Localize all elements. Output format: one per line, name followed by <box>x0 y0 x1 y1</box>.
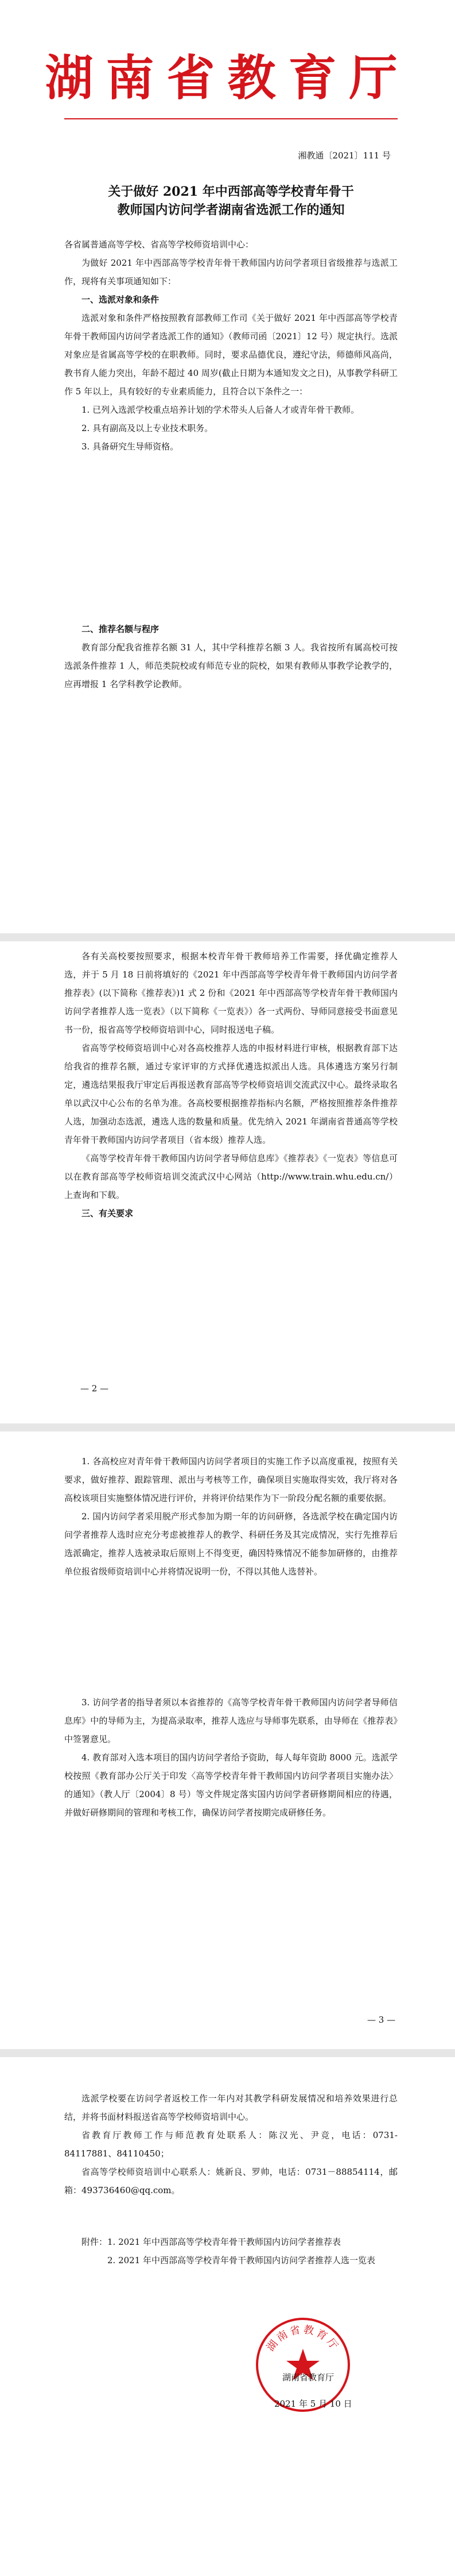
body-block-1 <box>64 235 398 456</box>
page-1 <box>0 0 455 941</box>
requirement-3: 3. 访问学者的指导者须以本省推荐的《高等学校青年骨干教师国内访问学者导师信息库》中的导师为主，为提高录取率，推荐人选应与导师事先联系，由导师在《推荐表》中签署意见。 <box>64 1697 398 1744</box>
attachments <box>64 2233 398 2269</box>
page-2 <box>0 941 455 1693</box>
condition-item-1: 1. 已列入选派学校重点培养计划的学术带头人后备人才或青年骨干教师。 <box>81 405 360 415</box>
title-line-1: 关于做好 2021 年中西部高等学校青年骨干 <box>108 184 354 199</box>
section-3-heading: 三、有关要求 <box>81 1208 134 1219</box>
salutation: 各省属普通高等学校、省高等学校师资培训中心： <box>64 239 254 250</box>
section-2-paragraph-3: 省高等学校师资培训中心对各高校推荐人选的申报材料进行审核，根据教育部下达给我省的推荐名额，通过专家评审的方式择优遴选拟派出人选。具体遴选方案另行制定，遴选结果报我厅审定后再报送教育部高等学校师资培训交流武汉中心。最终录取名单以武汉中心公布的名单为准。各高校要根据推荐指标内名额，严格按照推荐条件推荐人选，加强动态选派，遴选人选的数量和质量。优先纳入 2021 年湖南省普通高等学校青年骨干教师国内访问学者项目（省本级）推荐人选。 <box>64 1043 398 1145</box>
page-number-3: — 3 — <box>367 2015 396 2025</box>
page-3 <box>0 1693 455 2576</box>
attachment-item-1: 1. 2021 年中西部高等学校青年骨干教师国内访问学者推荐表 <box>107 2237 341 2247</box>
issuer-header: 湖南省教育厅 <box>45 49 410 106</box>
attachments-label: 附件： <box>81 2237 108 2247</box>
attachment-item-2: 2. 2021 年中西部高等学校青年骨干教师国内访问学者推荐人选一览表 <box>107 2255 376 2265</box>
signing-organization: 湖南省教育厅 <box>282 2372 335 2383</box>
title-line-2: 教师国内访问学者湖南省选派工作的通知 <box>117 203 345 218</box>
body-block-6 <box>64 2089 398 2199</box>
body-block-4 <box>64 1452 398 1581</box>
condition-item-3: 3. 具备研究生导师资格。 <box>81 441 179 452</box>
body-block-5 <box>64 1693 398 1822</box>
section-1-heading: 一、选派对象和条件 <box>81 294 160 305</box>
section-1-paragraph: 选派对象和条件严格按照教育部教师工作司《关于做好 2021 年中西部高等学校青年骨干教师国内访问学者选派工作的通知》（教师司函〔2021〕12 号）规定执行。选派对象应是省属高等学校的在职教师。同时，要求品德优良，遵纪守法，师德师风高尚，教书育人能力突出，年龄不超过 40 周岁(截止日期为本通知发文之日)，从事教学科研工作 5 年以上，具有较好的专业素质能力，且符合以下条件之一： <box>64 313 398 397</box>
document-title <box>64 183 398 219</box>
section-2-heading: 二、推荐名额与程序 <box>81 624 160 634</box>
contact-line-1: 省教育厅教师工作与师范教育处联系人：陈汉光、尹竞，电话：0731-84117881、84110450； <box>64 2130 398 2159</box>
requirement-2: 2. 国内访问学者采用脱产形式参加为期一年的访问研修，各选派学校在确定国内访问学者推荐人选时应充分考虑被推荐人的教学、科研任务及其完成情况，实行先推荐后选派确定，推荐人选被录取后原则上不得变更，确因特殊情况不能参加研修的，由推荐单位报省级师资培训中心并将情况说明一份，不得以其他人选替补。 <box>64 1511 398 1577</box>
header-red-rule <box>64 118 398 119</box>
requirement-4: 4. 教育部对入选本项目的国内访问学者给予资助，每人每年资助 8000 元。选派学校按照《教育部办公厅关于印发〈高等学校青年骨干教师国内访问学者项目实施办法〉的通知》（教人厅〔2004〕8 号）等文件规定落实国内访问学者研修期间相应的待遇，并做好研修期间的管理和考核工作，确保访问学者按期完成研修任务。 <box>64 1752 398 1818</box>
section-2-paragraph-1: 教育部分配我省推荐名额 31 人，其中学科推荐名额 3 人。我省按所有属高校可按选派条件推荐 1 人，师范类院校或有师范专业的院校，如果有教师从事教学论教学的，应再增报 1 名学科教学论教师。 <box>64 642 398 689</box>
section-2-paragraph-2: 各有关高校要按照要求，根据本校青年骨干教师培养工作需要，择优确定推荐人选，并于 5 月 18 日前将填好的《2021 年中西部高等学校青年骨干教师国内访问学者推荐表》(以下简称《推荐表》)1 式 2 份和《2021 年中西部高等学校青年骨干教师国内访问学者推荐人选一览表》（以下简称《一览表》）各一式两份、导师同意接受书面意见书一份，报省高等学校师资培训中心，同时报送电子稿。 <box>64 951 398 1035</box>
body-block-3 <box>64 947 398 1223</box>
page-separator <box>0 1423 455 1431</box>
contact-line-2: 省高等学校师资培训中心联系人：姚新良、罗帅，电话：0731－88854114，邮箱：493736460@qq.com。 <box>64 2167 398 2195</box>
page-separator <box>0 933 455 941</box>
requirement-1: 1. 各高校应对青年骨干教师国内访问学者项目的实施工作予以高度重视，按照有关要求，做好推荐、跟踪管理、派出与考核等工作，确保项目实施取得实效，我厅将对各高校该项目实施整体情况进行评价，并将评价结果作为下一阶段分配名额的重要依据。 <box>64 1456 398 1503</box>
seal-text: 湖南省教育厅 <box>264 2323 342 2354</box>
document-number: 湘教通〔2021〕111 号 <box>298 150 391 161</box>
page-number-2: — 2 — <box>80 1383 109 1394</box>
page-separator <box>0 2049 455 2057</box>
body-block-2 <box>64 620 398 693</box>
section-2-paragraph-4: 《高等学校青年骨干教师国内访问学者导师信息库》《推荐表》《一览表》等信息可以在教育部高等学校师资培训交流武汉中心网站（http://www.train.whu.edu.cn/）上查询和下载。 <box>64 1153 398 1200</box>
intro-paragraph: 为做好 2021 年中西部高等学校青年骨干教师国内访问学者项目省级推荐与选派工作，现将有关事项通知如下： <box>64 258 398 286</box>
condition-item-2: 2. 具有副高及以上专业技术职务。 <box>81 423 213 433</box>
requirement-5: 选派学校要在访问学者返校工作一年内对其教学科研发展情况和培养效果进行总结，并将书面材料报送省高等学校师资培训中心。 <box>64 2093 398 2122</box>
signing-date: 2021 年 5 月 10 日 <box>274 2399 352 2409</box>
